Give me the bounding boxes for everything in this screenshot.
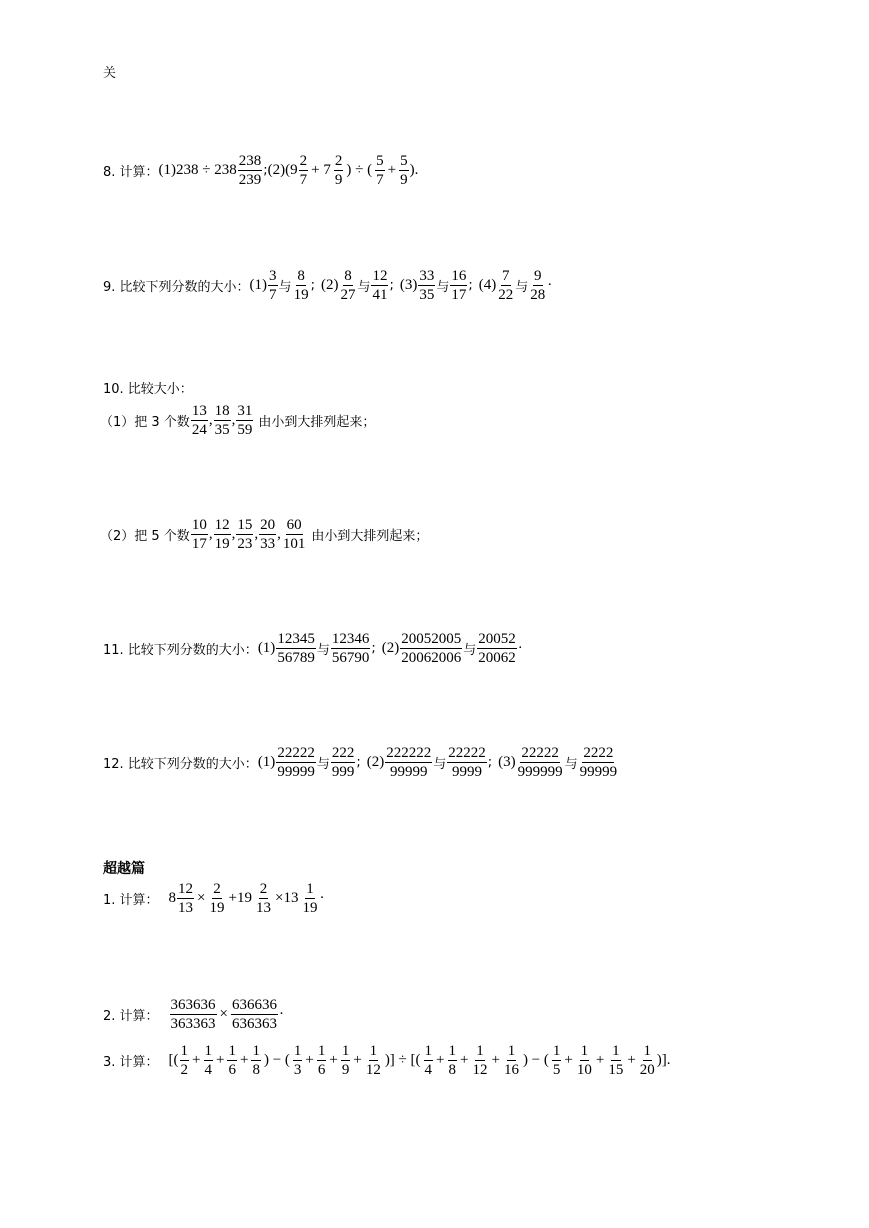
numerator: 10	[191, 517, 207, 533]
numerator: 1	[228, 1043, 236, 1059]
fraction	[293, 1042, 303, 1079]
denominator: 15	[608, 1062, 624, 1078]
denominator: 28	[530, 287, 546, 303]
q11-label: 11. 比较下列分数的大小：	[103, 643, 258, 658]
fraction	[268, 267, 278, 304]
end-mark: ·	[279, 1006, 285, 1022]
question-8	[103, 152, 418, 189]
denominator: 9	[334, 172, 343, 188]
denominator: 13	[255, 900, 271, 916]
q10-sub1-prefix: （1）把 3 个数	[100, 415, 190, 430]
denominator: 23	[237, 536, 253, 552]
denominator: 19	[214, 536, 230, 552]
numerator: 22222	[277, 745, 315, 761]
fraction	[371, 267, 388, 304]
s3-label: 3. 计算：	[103, 1055, 159, 1070]
denominator: 636363	[232, 1016, 278, 1032]
comma: ,	[231, 526, 236, 542]
denominator: 363363	[170, 1016, 216, 1032]
fraction	[385, 744, 432, 781]
fraction	[477, 630, 517, 667]
denominator: 7	[376, 172, 384, 188]
fraction	[236, 402, 253, 439]
operator: ) ÷ (	[346, 162, 373, 178]
numerator: 222	[331, 745, 355, 761]
item-index: (1)	[257, 754, 276, 770]
fraction	[418, 267, 435, 304]
numerator: 1	[293, 1043, 302, 1059]
operator: +	[192, 1052, 201, 1068]
denominator: 20062006	[401, 650, 462, 666]
fraction	[424, 1042, 434, 1079]
numerator: 5	[376, 153, 384, 169]
denominator: 4	[424, 1062, 433, 1078]
numerator: 1	[306, 881, 314, 897]
separator: ;	[356, 755, 361, 770]
fraction	[204, 1042, 214, 1079]
numerator: 3	[269, 268, 277, 284]
denominator: 56790	[331, 650, 370, 666]
compare-word: 与	[316, 643, 330, 658]
compare-word: 与	[463, 643, 477, 658]
numerator: 1	[252, 1043, 260, 1059]
denominator: 6	[228, 1062, 236, 1078]
operator: +	[239, 1052, 249, 1068]
denominator: 20	[639, 1062, 655, 1078]
q9-label: 9. 比较下列分数的大小：	[103, 280, 250, 295]
item-index: (1)	[257, 640, 276, 656]
question-10-label	[103, 378, 193, 397]
compare-word: 与	[436, 280, 450, 295]
fraction	[331, 630, 371, 667]
end-mark: )].	[656, 1052, 671, 1068]
numerator: 12	[372, 268, 388, 284]
fraction	[503, 1042, 520, 1079]
fraction	[399, 152, 409, 189]
numerator: 16	[451, 268, 467, 284]
operator: +	[491, 1052, 500, 1068]
denominator: 59	[237, 422, 253, 438]
advanced-question-2	[103, 996, 284, 1033]
operator: +	[436, 1052, 445, 1068]
fraction	[341, 1042, 351, 1079]
denominator: 3	[293, 1062, 302, 1078]
numerator: 12	[178, 881, 194, 897]
operator: ×	[219, 1006, 229, 1022]
fraction	[276, 630, 316, 667]
operator: +	[460, 1052, 469, 1068]
numerator: 60	[286, 517, 302, 533]
numerator: 31	[237, 403, 253, 419]
question-12	[103, 744, 619, 781]
denominator: 9	[341, 1062, 350, 1078]
denominator: 33	[260, 536, 276, 552]
denominator: 6	[317, 1062, 326, 1078]
comma: ,	[208, 526, 213, 542]
fraction	[236, 516, 253, 553]
fraction	[293, 267, 310, 304]
fraction	[450, 267, 467, 304]
fraction	[251, 1042, 261, 1079]
fraction	[214, 402, 231, 439]
numerator: 1	[204, 1043, 213, 1059]
fraction	[471, 1042, 488, 1079]
numerator: 13	[191, 403, 207, 419]
numerator: 222222	[386, 745, 432, 761]
separator: ;	[487, 755, 493, 770]
comma: ,	[208, 412, 213, 428]
q8-p2-prefix: (2)(9	[267, 162, 298, 178]
fraction	[448, 1042, 458, 1079]
numerator: 1	[448, 1043, 456, 1059]
advanced-question-3	[103, 1042, 671, 1079]
denominator: 41	[372, 287, 388, 303]
fraction	[517, 744, 564, 781]
operator: )] ÷ [(	[384, 1052, 421, 1068]
numerator: 7	[502, 268, 510, 284]
operator: +	[329, 1052, 338, 1068]
numerator: 12	[214, 517, 230, 533]
question-10-part-2	[100, 516, 428, 553]
numerator: 1	[643, 1043, 652, 1059]
section-title-text: 超越篇	[103, 861, 145, 877]
denominator: 8	[448, 1062, 456, 1078]
denominator: 56789	[277, 650, 315, 666]
numerator: 1	[612, 1043, 620, 1059]
s2-label: 2. 计算：	[103, 1009, 159, 1024]
q8-p1-prefix: (1)238 ÷ 238	[158, 162, 237, 178]
denominator: 22	[498, 287, 514, 303]
separator: ;	[310, 278, 315, 293]
numerator: 1	[476, 1043, 484, 1059]
operator: +	[387, 162, 397, 178]
denominator: 999	[331, 764, 355, 780]
numerator: 363636	[170, 997, 216, 1013]
fraction	[529, 267, 546, 304]
numerator: 33	[419, 268, 435, 284]
fraction	[177, 880, 194, 917]
operator: +	[595, 1052, 605, 1068]
comma: ,	[277, 526, 281, 542]
item-index: (2)	[320, 277, 339, 293]
compare-word: 与	[515, 280, 529, 295]
question-9	[103, 267, 552, 304]
numerator: 22222	[448, 745, 486, 761]
numerator: 20052	[478, 631, 516, 647]
end-mark: ·	[319, 890, 325, 906]
operator: +	[627, 1052, 636, 1068]
numerator: 2	[213, 881, 221, 897]
fraction	[191, 402, 208, 439]
fraction	[255, 880, 272, 917]
fraction	[334, 152, 344, 189]
end-mark: ).	[409, 162, 419, 178]
separator: ;	[263, 163, 268, 178]
denominator: 10	[576, 1062, 592, 1078]
denominator: 99999	[389, 764, 428, 780]
denominator: 8	[252, 1062, 260, 1078]
numerator: 636636	[232, 997, 278, 1013]
fraction	[447, 744, 487, 781]
advanced-question-1	[103, 880, 324, 917]
numerator: 15	[237, 517, 253, 533]
q10-suffix: 由小到大排列起来；	[311, 529, 429, 544]
compare-word: 与	[316, 757, 330, 772]
denominator: 12	[365, 1062, 381, 1078]
fraction	[365, 1042, 382, 1079]
fraction	[170, 996, 217, 1033]
operator: +	[564, 1052, 573, 1068]
denominator: 999999	[517, 764, 563, 780]
numerator: 1	[552, 1043, 561, 1059]
fraction	[331, 744, 356, 781]
fraction	[639, 1042, 656, 1079]
compare-word: 与	[278, 280, 292, 295]
numerator: 18	[214, 403, 230, 419]
numerator: 12346	[331, 631, 370, 647]
numerator: 2	[299, 153, 308, 169]
numerator: 238	[238, 153, 262, 169]
denominator: 101	[282, 536, 306, 552]
question-11	[103, 630, 523, 667]
denominator: 9999	[451, 764, 482, 780]
operator: +	[353, 1052, 362, 1068]
denominator: 9	[400, 172, 408, 188]
header-char-text: 关	[103, 66, 117, 81]
fraction	[301, 880, 318, 917]
denominator: 239	[238, 172, 262, 188]
compare-word: 与	[564, 757, 578, 772]
numerator: 8	[344, 268, 352, 284]
fraction	[276, 744, 316, 781]
fraction	[576, 1042, 593, 1079]
compare-word: 与	[433, 757, 447, 772]
denominator: 17	[451, 287, 467, 303]
numerator: 1	[341, 1043, 350, 1059]
fraction	[552, 1042, 562, 1079]
fraction	[579, 744, 619, 781]
fraction	[339, 267, 356, 304]
section-title	[103, 858, 145, 878]
end-mark: ·	[517, 640, 523, 656]
fraction	[191, 516, 208, 553]
denominator: 2	[180, 1062, 189, 1078]
numerator: 9	[534, 268, 542, 284]
denominator: 35	[419, 287, 435, 303]
denominator: 16	[503, 1062, 519, 1078]
denominator: 17	[191, 536, 207, 552]
fraction	[607, 1042, 624, 1079]
fraction	[231, 996, 278, 1033]
numerator: 2	[334, 153, 343, 169]
fraction	[497, 267, 514, 304]
fraction	[214, 516, 231, 553]
compare-word: 与	[357, 280, 371, 295]
denominator: 19	[209, 900, 225, 916]
numerator: 5	[400, 153, 408, 169]
fraction	[238, 152, 263, 189]
question-10-part-1	[100, 402, 375, 439]
denominator: 5	[552, 1062, 561, 1078]
operator: ×13	[274, 890, 299, 906]
q10-label: 10. 比较大小：	[103, 382, 193, 397]
fraction	[209, 880, 226, 917]
comma: ,	[254, 526, 259, 542]
q12-label: 12. 比较下列分数的大小：	[103, 757, 258, 772]
numerator: 22222	[521, 745, 559, 761]
numerator: 12345	[277, 631, 315, 647]
operator: + 7	[311, 162, 331, 178]
denominator: 99999	[277, 764, 315, 780]
fraction	[180, 1042, 190, 1079]
fraction	[375, 152, 385, 189]
numerator: 2	[259, 881, 268, 897]
comma: ,	[231, 412, 236, 428]
q10-sub2-prefix: （2）把 5 个数	[100, 529, 190, 544]
end-mark: ·	[547, 277, 553, 293]
item-index: (1)	[249, 277, 268, 293]
denominator: 13	[178, 900, 194, 916]
fraction	[227, 1042, 237, 1079]
denominator: 7	[299, 172, 308, 188]
bracket: [(	[168, 1052, 179, 1068]
numerator: 1	[580, 1043, 589, 1059]
denominator: 35	[214, 422, 230, 438]
item-index: (4)	[478, 277, 497, 293]
q10-suffix: 由小到大排列起来；	[258, 415, 376, 430]
operator: +	[216, 1052, 225, 1068]
numerator: 2222	[583, 745, 614, 761]
numerator: 1	[369, 1043, 378, 1059]
q8-label: 8. 计算：	[103, 165, 159, 180]
fraction	[259, 516, 276, 553]
operator: ) − (	[522, 1052, 549, 1068]
numerator: 1	[424, 1043, 433, 1059]
operator: ) − (	[263, 1052, 290, 1068]
denominator: 7	[269, 287, 277, 303]
numerator: 20	[260, 517, 276, 533]
denominator: 19	[302, 900, 318, 916]
fraction	[317, 1042, 327, 1079]
whole-number: 8	[168, 890, 177, 906]
denominator: 99999	[579, 764, 618, 780]
item-index: (2)	[381, 640, 400, 656]
numerator: 20052005	[401, 631, 462, 647]
header-char	[103, 62, 116, 81]
fraction	[299, 152, 309, 189]
denominator: 24	[191, 422, 207, 438]
fraction	[400, 630, 462, 667]
operator: +19	[228, 890, 252, 906]
item-index: (3)	[399, 277, 418, 293]
separator: ;	[371, 641, 376, 656]
numerator: 1	[507, 1043, 516, 1059]
separator: ;	[389, 278, 394, 293]
item-index: (3)	[498, 754, 516, 770]
s1-label: 1. 计算：	[103, 893, 159, 908]
item-index: (2)	[366, 754, 385, 770]
denominator: 12	[472, 1062, 488, 1078]
denominator: 27	[340, 287, 356, 303]
numerator: 1	[317, 1043, 326, 1059]
numerator: 8	[297, 268, 305, 284]
fraction	[282, 516, 307, 553]
operator: +	[305, 1052, 314, 1068]
numerator: 1	[180, 1043, 189, 1059]
operator: ×	[197, 890, 206, 906]
denominator: 19	[293, 287, 309, 303]
separator: ;	[468, 278, 473, 293]
denominator: 4	[204, 1062, 213, 1078]
denominator: 20062	[478, 650, 516, 666]
